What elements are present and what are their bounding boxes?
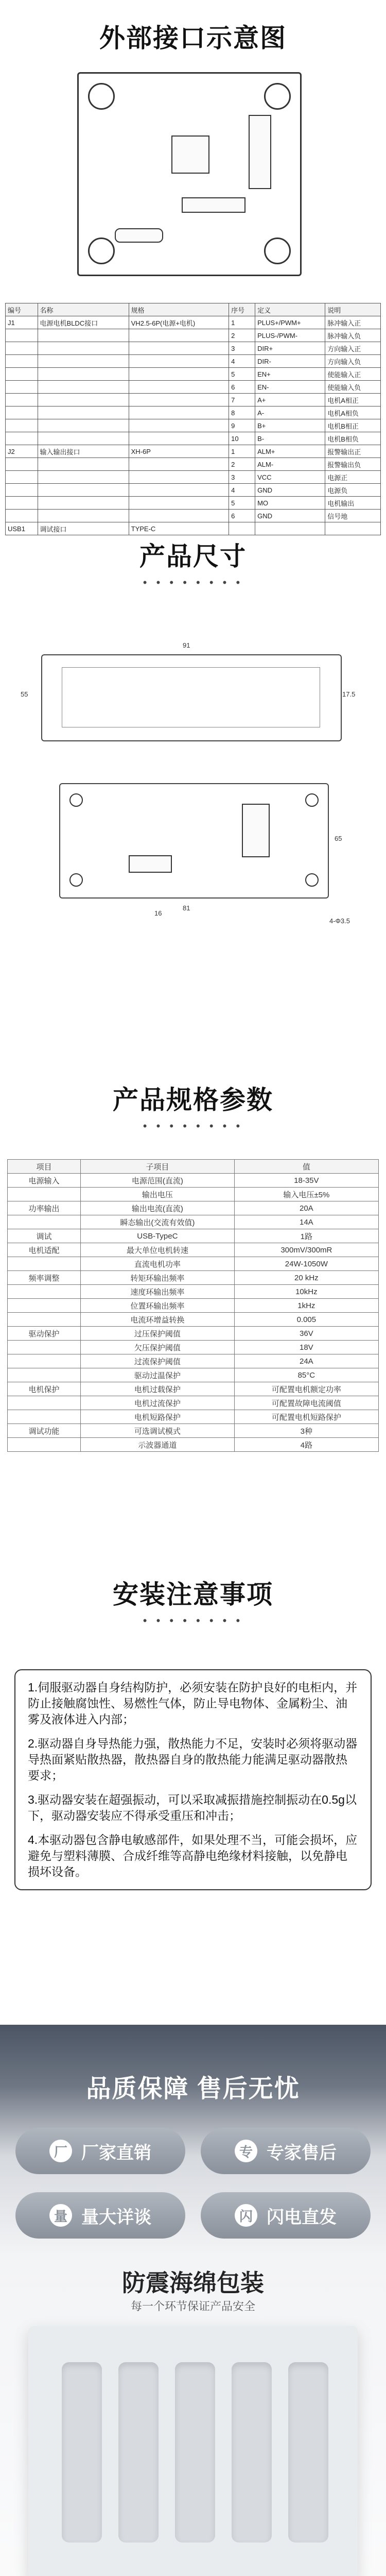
usb-connector bbox=[115, 228, 163, 243]
table-cell: 1 bbox=[229, 445, 255, 458]
table-cell: 频率调整 bbox=[8, 1271, 81, 1285]
dimension-title: 产品尺寸 bbox=[139, 542, 247, 571]
table-cell: 驱动过温保护 bbox=[81, 1368, 235, 1382]
table-row bbox=[8, 1382, 379, 1396]
table-row bbox=[6, 484, 381, 497]
table-cell: 3 bbox=[229, 342, 255, 355]
table-cell bbox=[38, 406, 129, 419]
pill-label: 闪电直发 bbox=[267, 2207, 337, 2227]
table-cell: 调试接口 bbox=[38, 522, 129, 535]
table-row bbox=[8, 1229, 379, 1243]
table-cell bbox=[8, 1215, 81, 1229]
table-cell bbox=[129, 419, 229, 432]
table-row bbox=[8, 1313, 379, 1327]
packaging-title: 防震海绵包装 bbox=[122, 2269, 264, 2296]
header-cell: 规格 bbox=[129, 303, 229, 316]
interface-table bbox=[5, 303, 381, 535]
table-row bbox=[8, 1257, 379, 1271]
table-cell: 驱动保护 bbox=[8, 1327, 81, 1341]
top-view-inner bbox=[62, 667, 320, 727]
interface-title: 外部接口示意图 bbox=[99, 24, 287, 53]
table-cell: 电源电机BLDC接口 bbox=[38, 316, 129, 329]
table-row bbox=[8, 1424, 379, 1438]
factory-icon: 厂 bbox=[49, 2140, 72, 2162]
table-row bbox=[8, 1410, 379, 1424]
table-cell: 5 bbox=[229, 497, 255, 510]
install-note: 2.驱动器自身导热能力强，散热能力不足，安装时必须将驱动器导热面紧贴散热器，散热器自身的散热能力能满足驱动器散热要求； bbox=[28, 1737, 358, 1782]
table-cell: 可配置电机短路保护 bbox=[234, 1410, 378, 1424]
table-row bbox=[6, 381, 381, 394]
table-cell bbox=[38, 497, 129, 510]
pill-label: 专家售后 bbox=[267, 2143, 337, 2163]
table-cell: 2 bbox=[229, 329, 255, 342]
table-cell: 电源范围(直流) bbox=[81, 1174, 235, 1188]
table-cell bbox=[129, 368, 229, 381]
install-note: 3.驱动器安装在超强振动，可以采取减振措施控制振动在0.5g以下，驱动器安装应不得承受重压和冲击； bbox=[28, 1793, 357, 1822]
table-cell: USB1 bbox=[6, 522, 38, 535]
spec-title: 产品规格参数 bbox=[113, 1086, 273, 1114]
table-cell: 6 bbox=[229, 381, 255, 394]
table-cell: 24A bbox=[234, 1354, 378, 1368]
table-cell: 电机短路保护 bbox=[81, 1410, 235, 1424]
table-cell bbox=[6, 510, 38, 522]
header-cell: 说明 bbox=[325, 303, 381, 316]
table-cell: 瞬态输出(交流有效值) bbox=[81, 1215, 235, 1229]
table-row bbox=[6, 497, 381, 510]
table-cell bbox=[8, 1438, 81, 1452]
table-cell: 示波器通道 bbox=[81, 1438, 235, 1452]
table-row bbox=[6, 406, 381, 419]
table-cell bbox=[6, 406, 38, 419]
table-cell: 18V bbox=[234, 1341, 378, 1354]
table-cell: ALM- bbox=[255, 458, 325, 471]
table-cell: 电源正 bbox=[325, 471, 381, 484]
install-note: 1.伺服驱动器自身结构防护，必须安装在防护良好的电柜内，并防止接触腐蚀性、易燃性气体，防止导电物体、金属粉尘、油雾及液体进入内部； bbox=[28, 1681, 358, 1726]
table-row bbox=[6, 355, 381, 368]
table-row bbox=[6, 329, 381, 342]
dim-offset-label: 16 bbox=[154, 909, 162, 917]
table-cell: 使能输入负 bbox=[325, 381, 381, 394]
install-note: 4.本驱动器包含静电敏感部件，如果处理不当，可能会损坏，应避免与塑料薄膜、合成纤维等高静电绝缘材料接触，以免静电损坏设备。 bbox=[28, 1833, 358, 1878]
driver-board-diagram bbox=[77, 72, 302, 276]
table-cell: 8 bbox=[229, 406, 255, 419]
table-cell bbox=[6, 355, 38, 368]
interface-section bbox=[0, 0, 386, 533]
table-cell bbox=[8, 1257, 81, 1271]
table-cell bbox=[6, 368, 38, 381]
table-cell bbox=[8, 1341, 81, 1354]
table-cell: 电源输入 bbox=[8, 1174, 81, 1188]
install-title: 安装注意事项 bbox=[113, 1580, 273, 1609]
table-cell: 方向输入负 bbox=[325, 355, 381, 368]
table-row bbox=[8, 1299, 379, 1313]
table-cell bbox=[325, 522, 381, 535]
title-dots: • • • • • • • • bbox=[143, 1614, 243, 1627]
table-cell: 24W-1050W bbox=[234, 1257, 378, 1271]
table-cell: DIR+ bbox=[255, 342, 325, 355]
table-row bbox=[8, 1215, 379, 1229]
table-cell: VCC bbox=[255, 471, 325, 484]
guarantee-title: 品质保障 售后无忧 bbox=[86, 2075, 300, 2103]
table-cell: 电机适配 bbox=[8, 1243, 81, 1257]
table-cell: 电机A相负 bbox=[325, 406, 381, 419]
table-row bbox=[8, 1354, 379, 1368]
table-cell: 10kHz bbox=[234, 1285, 378, 1299]
table-cell bbox=[129, 432, 229, 445]
table-cell bbox=[38, 368, 129, 381]
table-cell bbox=[255, 522, 325, 535]
table-row bbox=[8, 1271, 379, 1285]
j2-connector bbox=[182, 197, 245, 213]
table-cell: PLUS+/PWM+ bbox=[255, 316, 325, 329]
table-cell: 速度环输出频率 bbox=[81, 1285, 235, 1299]
table-cell: 方向输入正 bbox=[325, 342, 381, 355]
spec-table bbox=[7, 1159, 379, 1452]
table-cell: 7 bbox=[229, 394, 255, 406]
table-row bbox=[6, 368, 381, 381]
pill-label: 厂家直销 bbox=[81, 2143, 151, 2163]
table-cell bbox=[6, 381, 38, 394]
table-cell bbox=[6, 458, 38, 471]
table-cell: GND bbox=[255, 510, 325, 522]
mount-hole bbox=[88, 83, 115, 110]
table-cell: 3 bbox=[229, 471, 255, 484]
spec-section bbox=[0, 1079, 386, 1133]
table-cell: 20 kHz bbox=[234, 1271, 378, 1285]
header-cell: 名称 bbox=[38, 303, 129, 316]
install-notes-box bbox=[14, 1669, 372, 1890]
table-cell: 1kHz bbox=[234, 1299, 378, 1313]
chip bbox=[171, 135, 209, 174]
table-header-row bbox=[6, 303, 381, 316]
dim-hole-vertical-label: 65 bbox=[335, 835, 342, 842]
table-cell: B+ bbox=[255, 419, 325, 432]
table-cell: 报警输出正 bbox=[325, 445, 381, 458]
table-cell bbox=[8, 1285, 81, 1299]
foam-slot bbox=[175, 2362, 215, 2543]
header-cell: 子项目 bbox=[81, 1160, 235, 1174]
table-cell: 转矩环输出频率 bbox=[81, 1271, 235, 1285]
table-cell bbox=[38, 342, 129, 355]
table-cell: A- bbox=[255, 406, 325, 419]
bulk-icon: 量 bbox=[49, 2204, 72, 2227]
table-cell: EN+ bbox=[255, 368, 325, 381]
table-cell: 调试功能 bbox=[8, 1424, 81, 1438]
table-cell: J2 bbox=[6, 445, 38, 458]
table-cell: 18-35V bbox=[234, 1174, 378, 1188]
dim-height-label: 55 bbox=[21, 690, 28, 698]
lightning-icon: 闪 bbox=[235, 2204, 257, 2227]
install-section bbox=[0, 1574, 386, 1628]
table-cell: B- bbox=[255, 432, 325, 445]
table-cell: 电机过载保护 bbox=[81, 1382, 235, 1396]
table-cell: XH-6P bbox=[129, 445, 229, 458]
table-cell bbox=[38, 355, 129, 368]
header-cell: 序号 bbox=[229, 303, 255, 316]
table-row bbox=[8, 1174, 379, 1188]
foam-slot bbox=[62, 2362, 102, 2543]
table-cell: 2 bbox=[229, 458, 255, 471]
pill-label: 量大详谈 bbox=[81, 2207, 151, 2227]
feature-pill-expert bbox=[201, 2128, 371, 2174]
mount-hole bbox=[88, 238, 115, 264]
header-cell: 项目 bbox=[8, 1160, 81, 1174]
table-cell: 电机过流保护 bbox=[81, 1396, 235, 1410]
table-cell: 最大单位电机转速 bbox=[81, 1243, 235, 1257]
table-cell: 电流环增益转换 bbox=[81, 1313, 235, 1327]
dim-hole-spacing-label: 81 bbox=[183, 904, 190, 912]
table-cell bbox=[6, 432, 38, 445]
table-cell: 报警输出负 bbox=[325, 458, 381, 471]
table-cell: TYPE-C bbox=[129, 522, 229, 535]
mount-hole bbox=[69, 793, 83, 807]
mount-hole bbox=[305, 873, 319, 887]
table-cell bbox=[8, 1410, 81, 1424]
table-cell bbox=[38, 510, 129, 522]
table-cell bbox=[8, 1299, 81, 1313]
table-row bbox=[6, 419, 381, 432]
table-cell: 20A bbox=[234, 1201, 378, 1215]
bottom-view-outline bbox=[59, 783, 329, 899]
table-cell: 过压保护阈值 bbox=[81, 1327, 235, 1341]
table-cell: 直流电机功率 bbox=[81, 1257, 235, 1271]
table-cell: 1 bbox=[229, 316, 255, 329]
dimension-section bbox=[0, 536, 386, 958]
dim-thickness-label: 17.5 bbox=[342, 690, 356, 698]
table-cell bbox=[38, 484, 129, 497]
bottom-connector bbox=[129, 855, 172, 873]
bottom-connector bbox=[242, 804, 270, 857]
title-dots: • • • • • • • • bbox=[143, 1120, 243, 1132]
table-cell: USB-TypeC bbox=[81, 1229, 235, 1243]
table-cell: 3种 bbox=[234, 1424, 378, 1438]
table-cell bbox=[129, 497, 229, 510]
table-cell bbox=[129, 394, 229, 406]
table-cell bbox=[229, 522, 255, 535]
table-cell bbox=[129, 510, 229, 522]
table-cell bbox=[129, 329, 229, 342]
table-cell bbox=[129, 458, 229, 471]
table-cell: 300mV/300mR bbox=[234, 1243, 378, 1257]
table-cell bbox=[8, 1368, 81, 1382]
table-cell: GND bbox=[255, 484, 325, 497]
table-cell bbox=[38, 329, 129, 342]
table-row bbox=[8, 1438, 379, 1452]
table-cell bbox=[129, 471, 229, 484]
guarantee-section bbox=[0, 2025, 386, 2576]
table-cell: A+ bbox=[255, 394, 325, 406]
table-row bbox=[8, 1341, 379, 1354]
table-cell: EN- bbox=[255, 381, 325, 394]
table-row bbox=[8, 1396, 379, 1410]
table-cell bbox=[38, 381, 129, 394]
table-cell: 调试 bbox=[8, 1229, 81, 1243]
table-cell: ALM+ bbox=[255, 445, 325, 458]
header-cell: 值 bbox=[234, 1160, 378, 1174]
table-cell bbox=[38, 394, 129, 406]
table-cell: DIR- bbox=[255, 355, 325, 368]
expert-icon: 专 bbox=[235, 2140, 257, 2162]
table-cell: MO bbox=[255, 497, 325, 510]
table-cell bbox=[38, 419, 129, 432]
table-cell: 脉冲输入负 bbox=[325, 329, 381, 342]
table-cell: J1 bbox=[6, 316, 38, 329]
table-cell bbox=[6, 329, 38, 342]
table-row bbox=[6, 458, 381, 471]
table-cell: 可选调试模式 bbox=[81, 1424, 235, 1438]
table-cell bbox=[38, 471, 129, 484]
table-cell: PLUS-/PWM- bbox=[255, 329, 325, 342]
mount-hole bbox=[305, 793, 319, 807]
table-cell bbox=[6, 394, 38, 406]
table-header-row bbox=[8, 1160, 379, 1174]
table-row bbox=[8, 1327, 379, 1341]
table-cell bbox=[129, 355, 229, 368]
table-cell: 输出电压 bbox=[81, 1188, 235, 1201]
table-row bbox=[6, 316, 381, 329]
feature-pill-factory bbox=[15, 2128, 185, 2174]
mount-hole bbox=[264, 238, 291, 264]
table-cell: 输入输出接口 bbox=[38, 445, 129, 458]
table-cell: 位置环输出频率 bbox=[81, 1299, 235, 1313]
table-cell bbox=[8, 1188, 81, 1201]
table-cell: 脉冲输入正 bbox=[325, 316, 381, 329]
table-row bbox=[6, 445, 381, 458]
table-cell: 10 bbox=[229, 432, 255, 445]
table-cell: 0.005 bbox=[234, 1313, 378, 1327]
table-cell: 1路 bbox=[234, 1229, 378, 1243]
foam-slot bbox=[288, 2362, 328, 2543]
table-cell: 4 bbox=[229, 484, 255, 497]
table-cell: 6 bbox=[229, 510, 255, 522]
table-cell: 4路 bbox=[234, 1438, 378, 1452]
header-cell: 编号 bbox=[6, 303, 38, 316]
packaging-subtitle: 每一个环节保证产品安全 bbox=[130, 2300, 255, 2313]
table-row bbox=[8, 1285, 379, 1299]
table-cell bbox=[38, 432, 129, 445]
title-dots: • • • • • • • • bbox=[143, 576, 243, 589]
table-cell: 36V bbox=[234, 1327, 378, 1341]
foam-slot bbox=[232, 2362, 272, 2543]
table-cell bbox=[6, 419, 38, 432]
table-cell: 输入电压±5% bbox=[234, 1188, 378, 1201]
table-cell bbox=[6, 497, 38, 510]
feature-pill-shipping bbox=[201, 2192, 371, 2239]
table-cell bbox=[129, 406, 229, 419]
table-row bbox=[8, 1188, 379, 1201]
table-cell bbox=[6, 471, 38, 484]
foam-packaging-image bbox=[28, 2326, 358, 2576]
table-cell: 电机B相负 bbox=[325, 432, 381, 445]
table-cell bbox=[8, 1396, 81, 1410]
table-cell: 欠压保护阈值 bbox=[81, 1341, 235, 1354]
table-cell bbox=[6, 342, 38, 355]
table-cell bbox=[129, 381, 229, 394]
table-cell bbox=[6, 484, 38, 497]
table-cell: 85°C bbox=[234, 1368, 378, 1382]
table-cell: 可配置故障电流阈值 bbox=[234, 1396, 378, 1410]
table-cell: 可配置电机额定功率 bbox=[234, 1382, 378, 1396]
foam-slot bbox=[118, 2362, 159, 2543]
table-cell bbox=[129, 342, 229, 355]
table-cell: 电机保护 bbox=[8, 1382, 81, 1396]
table-cell: 信号地 bbox=[325, 510, 381, 522]
table-cell: 5 bbox=[229, 368, 255, 381]
table-row bbox=[8, 1201, 379, 1215]
mount-hole bbox=[69, 873, 83, 887]
table-row bbox=[6, 342, 381, 355]
table-cell: 电源负 bbox=[325, 484, 381, 497]
table-cell bbox=[38, 458, 129, 471]
table-cell: 过流保护阈值 bbox=[81, 1354, 235, 1368]
j1-connector bbox=[249, 115, 271, 189]
table-cell: 9 bbox=[229, 419, 255, 432]
table-cell bbox=[8, 1313, 81, 1327]
dim-hole-diameter-label: 4-Φ3.5 bbox=[329, 917, 350, 925]
table-row bbox=[8, 1243, 379, 1257]
table-cell bbox=[129, 484, 229, 497]
table-row bbox=[6, 432, 381, 445]
table-row bbox=[6, 394, 381, 406]
mount-hole bbox=[264, 83, 291, 110]
dim-width-label: 91 bbox=[183, 641, 190, 649]
table-cell: 电机输出 bbox=[325, 497, 381, 510]
table-row bbox=[6, 522, 381, 535]
table-cell: 功率输出 bbox=[8, 1201, 81, 1215]
table-row bbox=[8, 1368, 379, 1382]
table-cell: VH2.5-6P(电源+电机) bbox=[129, 316, 229, 329]
table-cell bbox=[8, 1354, 81, 1368]
table-row bbox=[6, 510, 381, 522]
table-cell: 4 bbox=[229, 355, 255, 368]
table-row bbox=[6, 471, 381, 484]
table-cell: 使能输入正 bbox=[325, 368, 381, 381]
feature-pill-bulk bbox=[15, 2192, 185, 2239]
header-cell: 定义 bbox=[255, 303, 325, 316]
table-cell: 电机B相正 bbox=[325, 419, 381, 432]
table-cell: 14A bbox=[234, 1215, 378, 1229]
table-cell: 电机A相正 bbox=[325, 394, 381, 406]
table-cell: 输出电流(直流) bbox=[81, 1201, 235, 1215]
